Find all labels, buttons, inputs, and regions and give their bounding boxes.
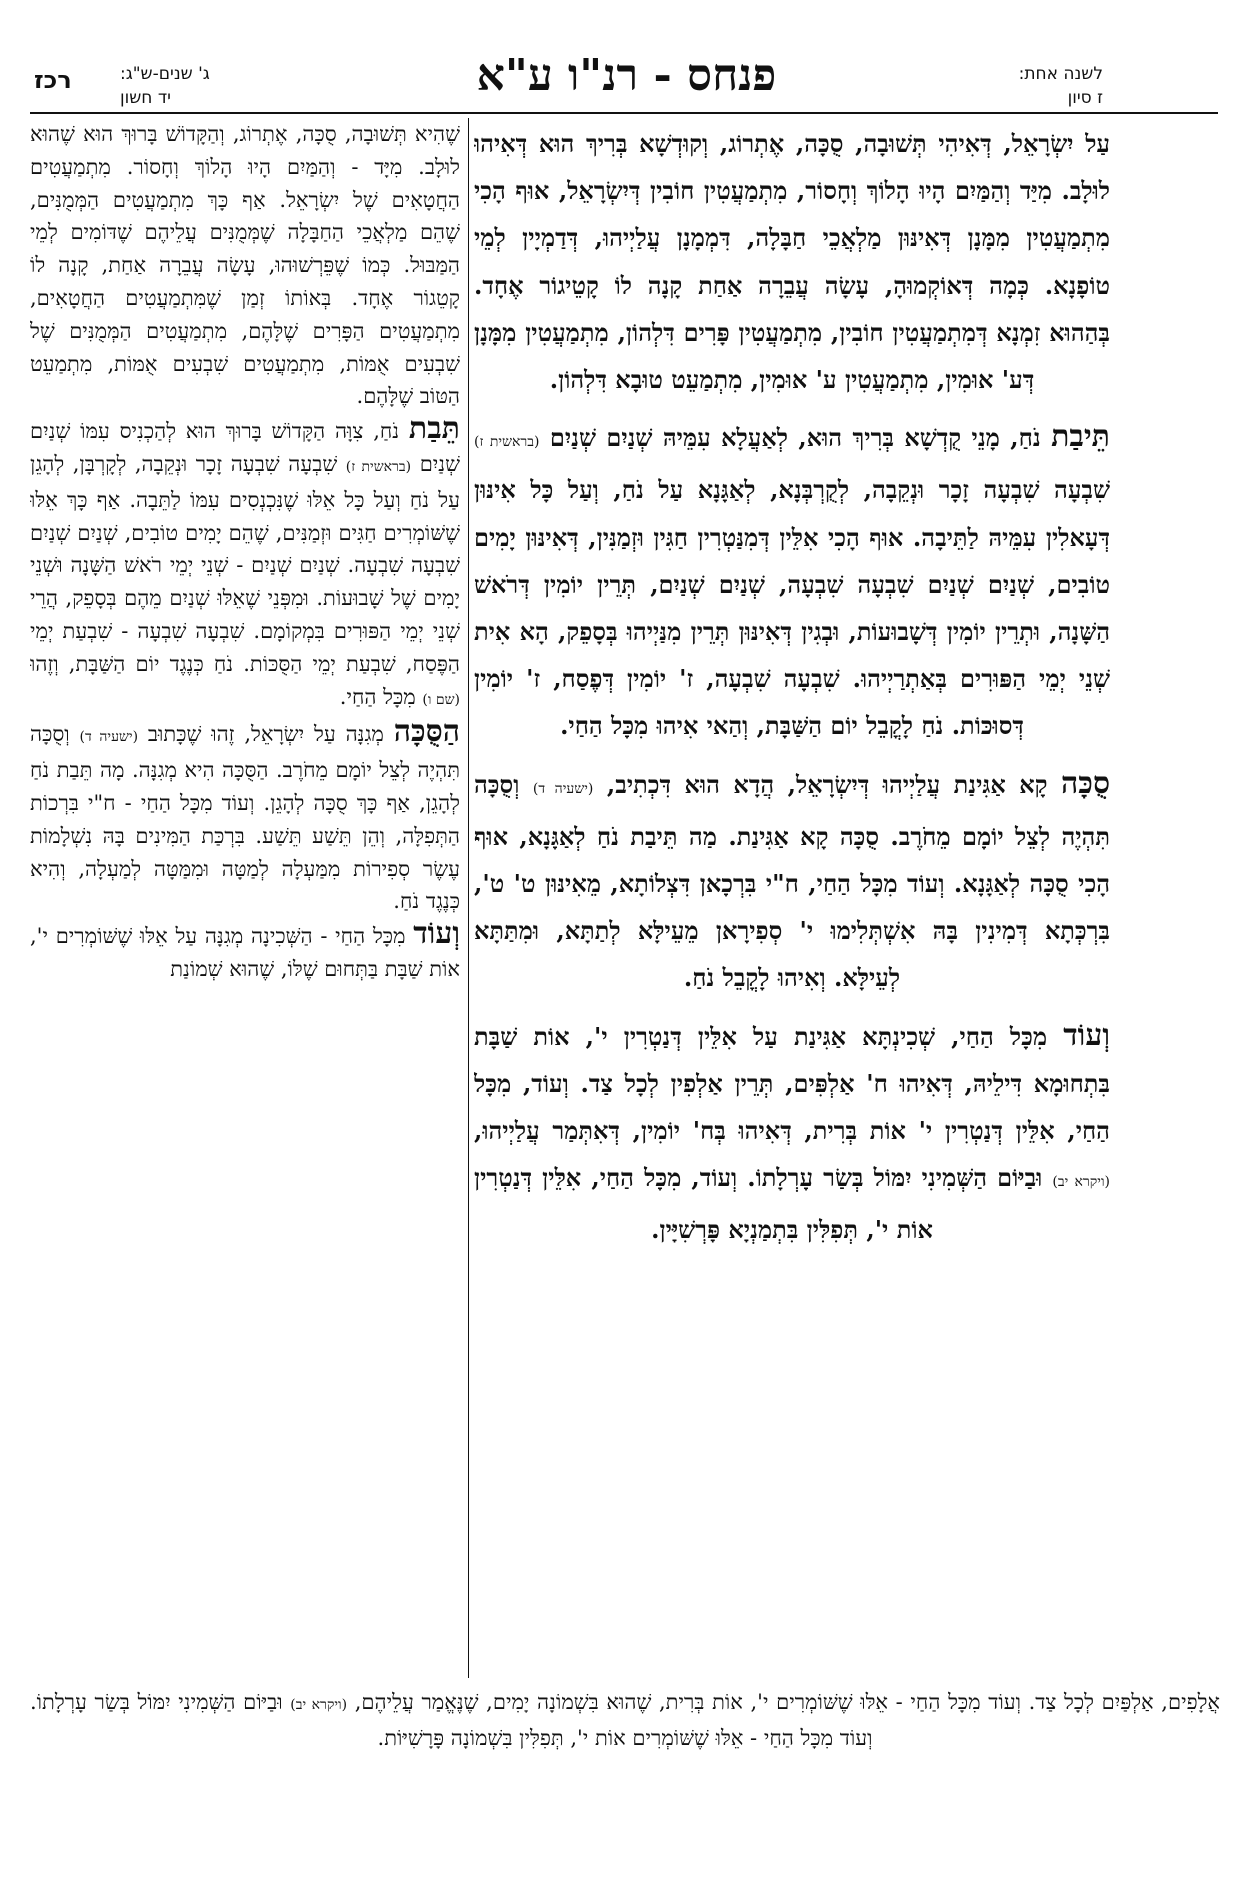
date-one-year: ז סיון	[1067, 88, 1103, 108]
commentary-paragraph	[30, 413, 460, 716]
paragraph-lead-word: סֻכָּה	[1061, 765, 1110, 801]
commentary-text: נֹחַ, צִוָּה הַקָּדוֹשׁ בָּרוּךְ הוּא לְהַכְנִיס עִמּוֹ שְׁנַיִם שְׁנַיִם	[30, 419, 460, 476]
header-left	[120, 62, 290, 110]
source-reference: (ויקרא יב)	[1052, 1174, 1110, 1191]
commentary-text: שִׁבְעָה שִׁבְעָה זָכָר וּנְקֵבָה, לְקָרְבָּן, לְהָגֵן עַל נֹחַ וְעַל כָּל אֵלּוּ שֶׁנִּכְנְסִים עִמּוֹ לַתֵּבָה. אַף כָּךְ אֵלּוּ שֶׁשּׁוֹמְרִים חַגִּים וּזְמַנִּים, שֶׁהֵם יָמִים טוֹבִים, שְׁנַיִם שְׁנַיִם שִׁבְעָה שִׁבְעָה. שְׁנַיִם שְׁנַיִם - שְׁנֵי יְמֵי רֹאשׁ הַשָּׁנָה וּשְׁנֵי יָמִים שֶׁל שָׁבוּעוֹת. וּמִפְּנֵי שֶׁאֵלּוּ שְׁנַיִם מֵהֶם בְּסָפֵק, הֲרֵי שְׁנֵי יְמֵי הַפּוּרִים בִּמְקוֹמָם. שִׁבְעָה שִׁבְעָה - שִׁבְעַת יְמֵי הַפֶּסַח, שִׁבְעַת יְמֵי הַסֻּכּוֹת. נֹחַ כְּנֶגֶד יוֹם הַשַּׁבָּת, וְזֶהוּ	[30, 451, 460, 676]
paragraph-lead-word: תֵּיבַת	[1051, 419, 1110, 455]
main-paragraph	[474, 1012, 1110, 1254]
main-text: מִכָּל הַחַי, שְׁכִינְתָּא אַגִּינַת עַל אִלֵּין דְּנַטְרִין י', אוֹת שַׁבָּת בִּתְחוּמָא דִּילֵיהּ, דְּאִיהוּ ח' אַלְפִּים, תְּרֵין אַלְפִין לְכָל צַד. וְעוֹד, מִכָּל הַחַי, אִלֵּין דְּנַטְרִין י' אוֹת בְּרִית, דְּאִיהוּ בְּח' יוֹמִין, דְּאִתְּמַר עֲלַיְיהוּ,	[474, 1021, 1110, 1146]
commentary-text: אֲלָפִים, אַלְפַּיִם לְכָל צַד. וְעוֹד מִכָּל הַחַי - אֵלּוּ שֶׁשּׁוֹמְרִים י', אוֹת בְּרִית, שֶׁהוּא בִּשְׁמוֹנָה יָמִים, שֶׁנֶּאֱמַר עֲלֵיהֶם,	[354, 1690, 1220, 1714]
main-paragraph	[474, 120, 1110, 403]
commentary-text: מִכָּל הַחַי.	[339, 684, 416, 709]
commentary-text: וְסֻכָּה תִּהְיֶה לְצֵל יוֹמָם מֵחֹרֶב. הַסֻּכָּה הִיא מְגִנָּה. מָה תֵּבַת נֹחַ לְהָגֵן, אַף כָּךְ סֻכָּה לְהָגֵן. וְעוֹד מִכָּל הַחַי - ח"י בִּרְכוֹת הַתְּפִלָּה, וְהֵן תֵּשַׁע תֵּשַׁע. בִּרְכַּת הַמִּינִים בָּהּ נִשְׁלָמוֹת עֶשֶׂר סְפִירוֹת מִמַּעְלָה לְמַטָּה וּמִמַּטָּה לְמַעְלָה, וְהִיא כְּנֶגֶד נֹחַ.	[30, 722, 460, 914]
paragraph-lead-word: הַסֻּכָּה	[393, 714, 460, 750]
main-text: קָא אַגִּינַת עֲלַיְיהוּ דְּיִשְׂרָאֵל, הֲדָא הוּא דִּכְתִיב,	[606, 769, 1048, 799]
bottom-continuation	[30, 1686, 1220, 1755]
paragraph-lead-word: תֵּבַת	[408, 411, 460, 447]
column-divider	[468, 118, 469, 1678]
source-reference: (בראשית ז)	[474, 434, 540, 451]
source-reference: (בראשית ז)	[345, 458, 412, 475]
main-text-column	[474, 120, 1110, 1700]
paragraph-lead-word: וְעוֹד	[413, 916, 460, 952]
source-reference: (שם ו)	[422, 691, 460, 708]
commentary-text: מִכָּל הַחַי - הַשְּׁכִינָה מְגִנָּה עַל אֵלּוּ שֶׁשּׁוֹמְרִים י', אוֹת שַׁבָּת בַּתְּחוּם שֶׁלּוֹ, שֶׁהוּא שְׁמוֹנַת	[30, 924, 460, 981]
commentary-text: שֶׁהִיא תְּשׁוּבָה, סֻכָּה, אֶתְרוֹג, וְהַקָּדוֹשׁ בָּרוּךְ הוּא שֶׁהוּא לוּלָב. מִיָּד - וְהַמַּיִם הָיוּ הָלוֹךְ וְחָסוֹר. מִתְמַעֲטִים הַחֲטָאִים שֶׁל יִשְׂרָאֵל. אַף כָּךְ מִתְמַעֲטִים הַמְּמֻנִּים, שֶׁהֵם מַלְאֲכֵי הַחַבָּלָה שֶׁמְּמֻנִּים עֲלֵיהֶם שֶׁדּוֹמִים לְמֵי הַמַּבּוּל. כְּמוֹ שֶׁפֵּרְשׁוּהוּ, עָשָׂה עֲבֵרָה אַחַת, קָנָה לוֹ קָטֵגוֹר אֶחָד. בְּאוֹתוֹ זְמַן שֶׁמִּתְמַעֲטִים הַחֲטָאִים, מִתְמַעֲטִים הַפָּרִים שֶׁלָּהֶם, מִתְמַעֲטִים הַמְּמֻנִּים שֶׁל שִׁבְעִים אֻמּוֹת, מִתְמַעֲטִים שִׁבְעִים אֻמּוֹת, מִתְמַעֵט הַטּוֹב שֶׁלָּהֶם.	[30, 122, 460, 409]
schedule-one-year: לשנה אחת:	[1018, 64, 1103, 84]
main-text: וְסֻכָּה תִּהְיֶה לְצֵל יוֹמָם מֵחֹרֶב. סֻכָּה קָא אַגִּינַת. מַה תֵּיבַת נֹחַ לְאַגָּנָא, אוּף הָכִי סֻכָּה לְאַגָּנָא. וְעוֹד מִכָּל הַחַי, ח"י בִּרְכָאן דִּצְלוֹתָא, מֵאִינּוּן ט' ט', בִּרְכְּתָא דְּמִינִין בָּהּ אִשְׁתְּלִימוּ י' סְפִירָאן מֵעֵילָּא לְתַתָּא, וּמִתַּתָּא לְעֵילָּא. וְאִיהוּ לָקֳבֵל נֹחַ.	[474, 769, 1110, 993]
commentary-paragraph	[30, 716, 460, 918]
commentary-paragraph	[30, 118, 460, 413]
schedule-three-years: ג' שנים-ש"ג:	[120, 64, 210, 84]
commentary-paragraph	[30, 918, 460, 986]
commentary-text: וּבַיּוֹם הַשְּׁמִינִי יִמּוֹל בְּשַׂר עָרְלָתוֹ. וְעוֹד מִכָּל הַחַי - אֵלּוּ שֶׁשּׁוֹמְרִים אוֹת י', תְּפִלִּין בִּשְׁמוֹנָה פָּרָשִׁיּוֹת.	[30, 1690, 873, 1750]
source-reference: (ישעיה ד)	[79, 729, 139, 746]
main-paragraph	[474, 413, 1110, 749]
source-reference: (ישעיה ד)	[532, 780, 594, 797]
page-number: רכז	[34, 66, 72, 94]
main-text: שִׁבְעָה שִׁבְעָה זָכָר וּנְקֵבָה, לְקֻרְבְּנָא, לְאַגָּנָא עַל נֹחַ, וְעַל כָּל אִינּוּן דְּעָאלִין עִמֵּיהּ לַתֵּיבָה. אוּף הָכִי אִלֵּין דְּמִנַּטְרִין חַגִּין וּזְמַנִּין, דְּאִינּוּן יָמִים טוֹבִים, שְׁנַיִם שְׁנַיִם שִׁבְעָה שִׁבְעָה, שְׁנַיִם שְׁנַיִם, תְּרֵין יוֹמִין דְּרֹאשׁ הַשָּׁנָה, וּתְרֵין יוֹמִין דְּשָׁבוּעוֹת, וּבְגִין דְּאִינּוּן תְּרֵין מִנַּיְיהוּ בְּסָפֵק, הָא אִית שְׁנֵי יְמֵי הַפּוּרִים בְּאַתְרַיְיהוּ. שִׁבְעָה שִׁבְעָה, ז' יוֹמִין דְּפֶסַח, ז' יוֹמִין דְּסוּכּוֹת. נֹחַ לָקֳבֵל יוֹם הַשַּׁבָּת, וְהַאי אִיהוּ מִכָּל הַחַי.	[474, 475, 1110, 741]
paragraph-lead-word: וְעוֹד	[1063, 1017, 1110, 1053]
page-title: פנחס - רנ"ו ע"א	[476, 50, 777, 101]
commentary-column	[30, 118, 460, 1683]
source-reference: (ויקרא יב)	[290, 1697, 348, 1713]
main-text: נֹחַ, מָנֵי קֻדְשָׁא בְּרִיךְ הוּא, לְאַעֲלָא עִמֵּיהּ שְׁנַיִם שְׁנַיִם	[549, 423, 1041, 453]
header-divider	[30, 112, 1218, 114]
date-three-years: יד חשון	[120, 88, 171, 108]
main-paragraph	[474, 760, 1110, 1002]
main-text: וּבַיּוֹם הַשְּׁמִינִי יִמּוֹל בְּשַׂר עָרְלָתוֹ. וְעוֹד, מִכָּל הַחַי, אִלֵּין דְּנַטְרִין אוֹת י', תְּפִלִּין בִּתְמַנְיָא פָּרְשִׁיָּין.	[474, 1163, 1043, 1245]
main-text: עַל יִשְׂרָאֵל, דְּאִיהִי תְּשׁוּבָה, סֻכָּה, אֶתְרוֹג, וְקוּדְשָׁא בְּרִיךְ הוּא דְּאִיהוּ לוּלָב. מִיַּד וְהַמַּיִם הָיוּ הָלוֹךְ וְחָסוֹר, מִתְמַעֲטִין חוֹבִין דְּיִשְׂרָאֵל, אוּף הָכִי מִתְמַעֲטִין מִמָּנָן דְּאִינּוּן מַלְאֲכֵי חַבָּלָה, דִּמְמָנָן עֲלַיְיהוּ, דְּדַמְיָין לְמֵי טוֹפָנָא. כְּמָה דְּאוֹקְמוּהָ, עָשָׂה עֲבֵרָה אַחַת קָנָה לוֹ קָטֵיגוֹר אֶחָד. בְּהַהוּא זִמְנָא דְּמִתְמַעֲטִין חוֹבִין, מִתְמַעֲטִין פָּרִים דִּלְהוֹן, מִתְמַעֲטִין מִמָּנָן דְּע' אוּמִין, מִתְמַעֲטִין ע' אוּמִין, מִתְמַעֵט טוּבָא דִּלְהוֹן.	[474, 129, 1110, 395]
commentary-text: מְגִנָּה עַל יִשְׂרָאֵל, זֶהוּ שֶׁכָּתוּב	[147, 722, 384, 747]
